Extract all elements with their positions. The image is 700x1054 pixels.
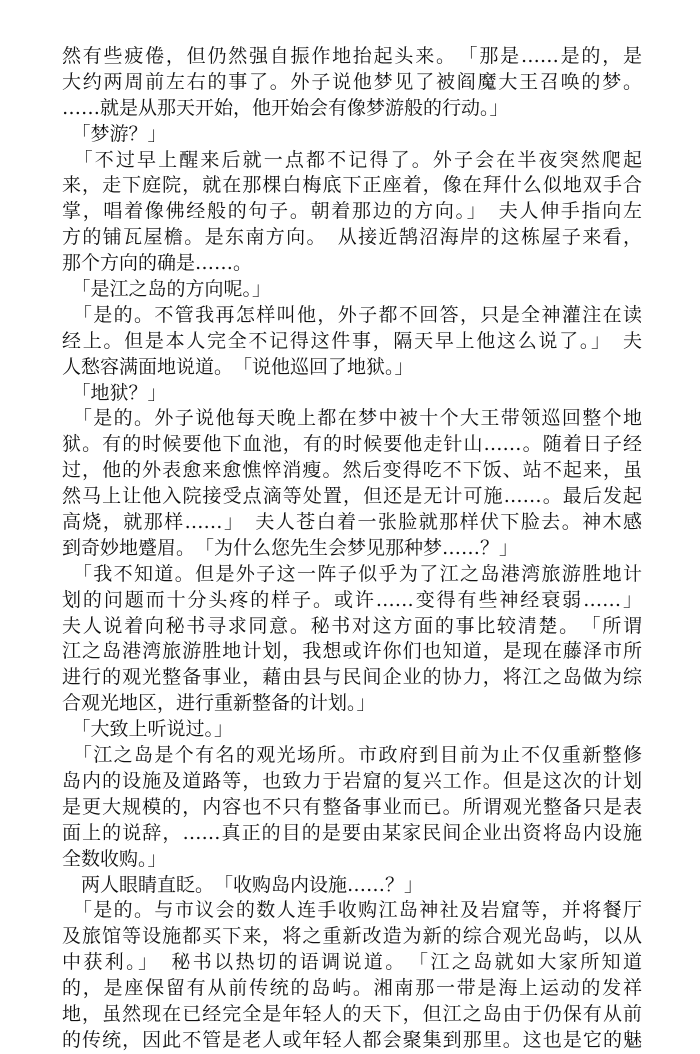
text-line: 夫人说着向秘书寻求同意。秘书对这方面的事比较清楚。 「所谓 xyxy=(62,614,642,637)
text-line: 两人眼睛直眨。 「收购岛内设施……？」 xyxy=(62,873,424,896)
text-line: 方的铺瓦屋檐。是东南方向。 从接近鹄沼海岸的这栋屋子来看， xyxy=(62,226,642,249)
text-line: 面上的说辞，……真正的目的是要由某家民间企业出资将岛内设施 xyxy=(62,821,642,844)
text-line: 「地狱？」 xyxy=(62,381,167,404)
text-line: 过，他的外表愈来愈憔悴消瘦。然后变得吃不下饭、站不起来，虽 xyxy=(62,459,642,482)
text-line: 岛内的设施及道路等，也致力于岩窟的复兴工作。但是这次的计划 xyxy=(62,769,642,792)
text-line: 划的问题而十分头疼的样子。或许……变得有些神经衰弱……」 xyxy=(62,588,642,611)
text-line: 地，虽然现在已经完全是年轻人的天下，但江之岛由于仍保有从前 xyxy=(62,1002,642,1025)
text-line: 「梦游？」 xyxy=(62,122,167,145)
text-line: 进行的观光整备事业，藉由县与民间企业的协力，将江之岛做为综 xyxy=(62,666,642,689)
text-line: 全数收购。」 xyxy=(62,847,167,870)
text-line: 及旅馆等设施都买下来，将之重新改造为新的综合观光岛屿，以从 xyxy=(62,925,642,948)
text-line: 「江之岛是个有名的观光场所。市政府到目前为止不仅重新整修 xyxy=(62,744,642,767)
text-line: 是更大规模的，内容也不只有整备事业而已。所谓观光整备只是表 xyxy=(62,795,642,818)
text-line: 大约两周前左右的事了。外子说他梦见了被阎魔大王召唤的梦。 xyxy=(62,70,642,93)
text-line: 掌，唱着像佛经般的句子。朝着那边的方向。」 夫人伸手指向左 xyxy=(62,200,642,223)
text-line: 「我不知道。但是外子这一阵子似乎为了江之岛港湾旅游胜地计 xyxy=(62,562,642,585)
text-line: 的传统，因此不管是老人或年轻人都会聚集到那里。这也是它的魅 xyxy=(62,1028,642,1051)
text-line: 然马上让他入院接受点滴等处置，但还是无计可施……。最后发起 xyxy=(62,485,642,508)
text-line: 合观光地区，进行重新整备的计划。」 xyxy=(62,692,376,715)
text-line: 江之岛港湾旅游胜地计划，我想或许你们也知道，是现在藤泽市所 xyxy=(62,640,642,663)
text-line: 「大致上听说过。」 xyxy=(62,718,234,741)
text-line: 然有些疲倦，但仍然强自振作地抬起头来。 「那是……是的，是 xyxy=(62,45,642,67)
text-line: 到奇妙地蹙眉。 「为什么您先生会梦见那种梦……？」 xyxy=(62,536,519,559)
text-line: 高烧，就那样……」 夫人苍白着一张脸就那样伏下脸去。神木感 xyxy=(62,511,642,534)
text-line: ……就是从那天开始，他开始会有像梦游般的行动。」 xyxy=(62,96,509,119)
text-line: 「不过早上醒来后就一点都不记得了。外子会在半夜突然爬起 xyxy=(62,148,642,171)
document-page xyxy=(62,44,642,1054)
text-line: 「是江之岛的方向呢。」 xyxy=(62,278,272,301)
text-line: 「是的。与市议会的数人连手收购江岛神社及岩窟等，并将餐厅 xyxy=(62,899,642,922)
text-line: 的，是座保留有从前传统的岛屿。湘南那一带是海上运动的发祥 xyxy=(62,977,642,1000)
text-line: 「是的。不管我再怎样叫他，外子都不回答，只是全神灌注在读 xyxy=(62,303,642,326)
text-line: 来，走下庭院，就在那棵白梅底下正座着，像在拜什么似地双手合 xyxy=(62,174,642,197)
text-line: 中获利。」 秘书以热切的语调说道。 「江之岛就如大家所知道 xyxy=(62,951,642,974)
text-line: 那个方向的确是……。 xyxy=(62,252,253,275)
text-line: 「是的。外子说他每天晚上都在梦中被十个大王带领巡回整个地 xyxy=(62,407,642,430)
text-line: 人愁容满面地说道。 「说他巡回了地狱。」 xyxy=(62,355,414,378)
text-line: 经上。但是本人完全不记得这件事，隔天早上他这么说了。」 夫 xyxy=(62,329,642,352)
text-line: 狱。有的时候要他下血池，有的时候要他走针山……。随着日子经 xyxy=(62,433,642,456)
